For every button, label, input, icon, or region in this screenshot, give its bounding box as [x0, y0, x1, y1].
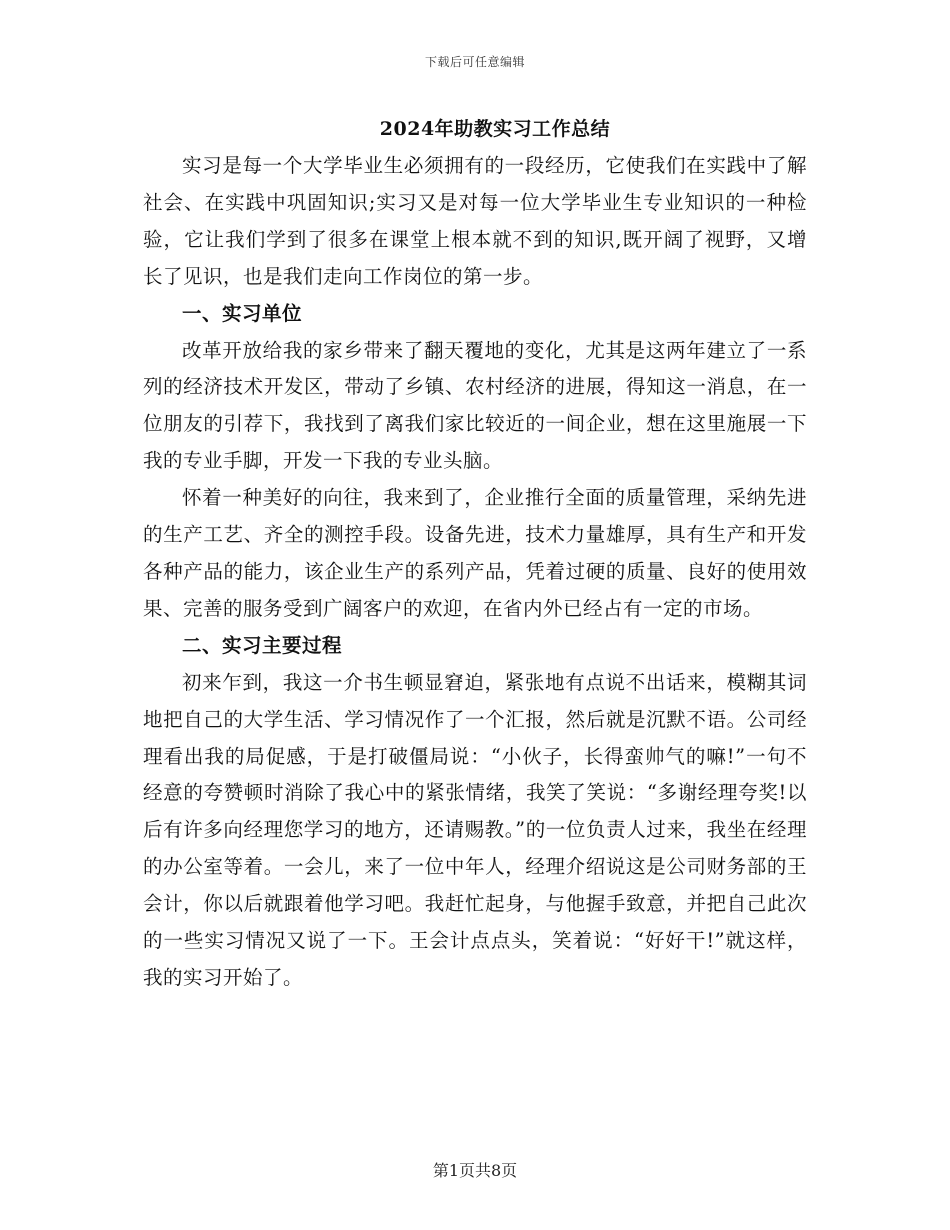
section1-paragraph-2: 怀着一种美好的向往，我来到了，企业推行全面的质量管理，采纳先进的生产工艺、齐全的测控手段。设备先进，技术力量雄厚，具有生产和开发各种产品的能力，该企业生产的系列产品，凭着过硬的质量、良好的使用效果、完善的服务受到广阔客户的欢迎，在省内外已经占有一定的市场。 [143, 486, 807, 620]
section-heading-internship-process: 二、实习主要过程 [182, 633, 343, 657]
section-heading-internship-unit: 一、实习单位 [182, 301, 303, 325]
header-note: 下载后可任意编辑 [424, 55, 525, 69]
intro-paragraph: 实习是每一个大学毕业生必须拥有的一段经历，它使我们在实践中了解社会、在实践中巩固知识;实习又是对每一位大学毕业生专业知识的一种检验，它让我们学到了很多在课堂上根本就不到的知识,既开阔了视野，又增长了见识，也是我们走向工作岗位的第一步。 [143, 154, 807, 288]
section2-paragraph-1: 初来乍到，我这一介书生顿显窘迫，紧张地有点说不出话来，模糊其词地把自己的大学生活、学习情况作了一个汇报，然后就是沉默不语。公司经理看出我的局促感，于是打破僵局说：“小伙子，长得蛮帅气的嘛!”一句不经意的夸赞顿时消除了我心中的紧张情绪，我笑了笑说：“多谢经理夸奖!以后有许多向经理您学习的地方，还请赐教。”的一位负责人过来，我坐在经理的办公室等着。一会儿，来了一位中年人，经理介绍说这是公司财务部的王会计，你以后就跟着他学习吧。我赶忙起身，与他握手致意，并把自己此次的一些实习情况又说了一下。王会计点点头，笑着说：“好好干!”就这样，我的实习开始了。 [143, 670, 807, 989]
section1-paragraph-1: 改革开放给我的家乡带来了翻天覆地的变化，尤其是这两年建立了一系列的经济技术开发区，带动了乡镇、农村经济的进展，得知这一消息，在一位朋友的引荐下，我找到了离我们家比较近的一间企业，想在这里施展一下我的专业手脚，开发一下我的专业头脑。 [143, 338, 807, 473]
page-number: 第1页共8页 [432, 1161, 518, 1180]
document-body [143, 148, 807, 997]
document-title: 2024年助教实习工作总结 [379, 118, 611, 140]
